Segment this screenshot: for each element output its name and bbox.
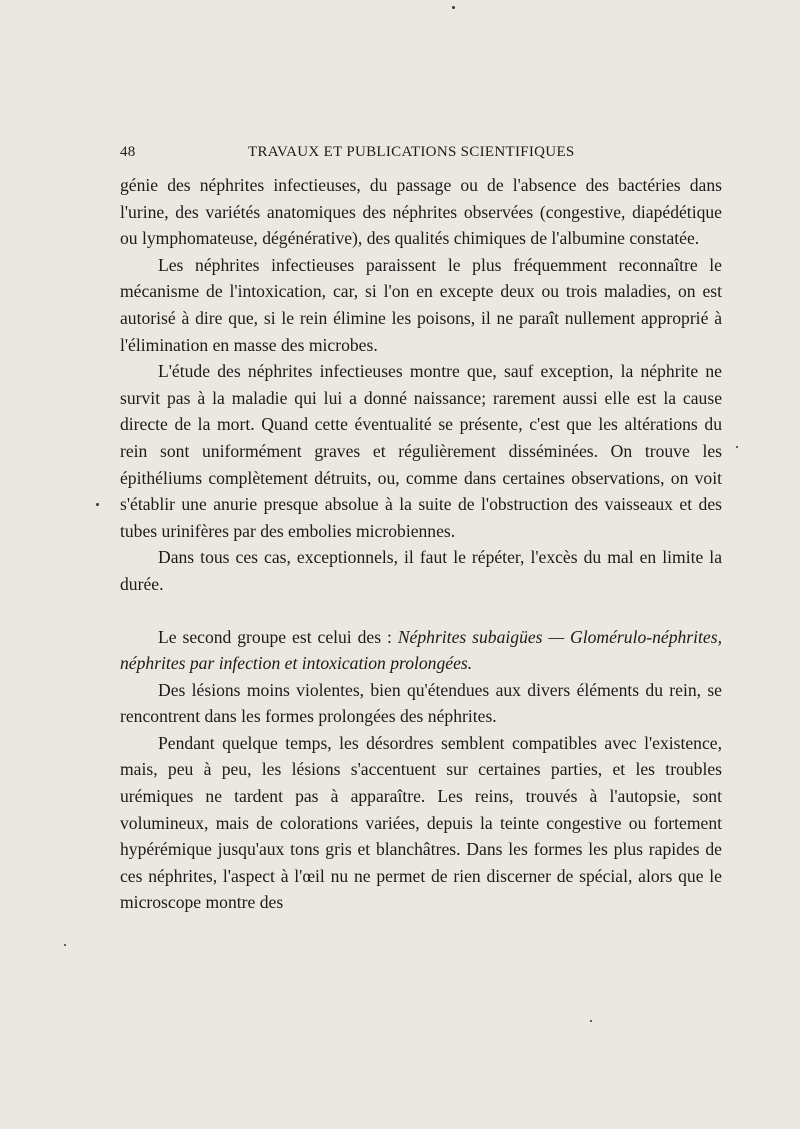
paper-speck xyxy=(590,1020,592,1022)
paragraph: Les néphrites infectieuses paraissent le plus fréquemment reconnaître le mécanisme de l'intoxication, car, si l'on en excepte deux ou trois maladies, on est autorisé à dire que, si le rein élimine les poisons, il ne paraît nullement approprié à l'élimination en masse des microbes. xyxy=(120,254,722,355)
running-title: TRAVAUX ET PUBLICATIONS SCIENTIFIQUES xyxy=(248,144,575,160)
paper-speck xyxy=(736,446,738,448)
paragraph-continuation: génie des néphrites infectieuses, du passage ou de l'absence des bactéries dans l'urine, des variétés anatomiques des néphrites observées (congestive, diapédétique ou lymphomateuse, dégénérative), des qualités chimiques de l'albumine constatée. xyxy=(120,175,722,249)
paper-speck xyxy=(96,503,99,506)
paper-speck xyxy=(452,6,455,9)
section-title-italic: Néphrites subaigües — Glomérulo-néphrites, néphrites par infection et intoxication prolongées. xyxy=(120,626,722,674)
section-intro-paragraph xyxy=(120,624,722,677)
page-number: 48 xyxy=(120,144,136,160)
paragraph: Pendant quelque temps, les désordres semblent compatibles avec l'existence, mais, peu à peu, les lésions s'accentuent sur certaines parties, et les troubles urémiques ne tardent pas à apparaître. Les reins, trouvés à l'autopsie, sont volumineux, mais de colorations variées, depuis la teinte congestive ou fortement hypérémique jusqu'aux tons gris et blanchâtres. Dans les formes les plus rapides de ces néphrites, l'aspect à l'œil nu ne permet de rien discerner de spécial, alors que le microscope montre des xyxy=(120,732,722,913)
section-intro-text: Le second groupe est celui des : xyxy=(158,626,398,647)
paragraph: Des lésions moins violentes, bien qu'étendues aux divers éléments du rein, se rencontrent dans les formes prolongées des néphrites. xyxy=(120,679,722,727)
paragraph: L'étude des néphrites infectieuses montre que, sauf exception, la néphrite ne survit pas à la maladie qui lui a donné naissance; rarement aussi elle est la cause directe de la mort. Quand cette éventualité se présente, c'est que les altérations du rein sont uniformément graves et régulièrement disséminées. On trouve les épithéliums complètement détruits, ou, comme dans certaines observations, on voit s'établir une anurie presque absolue à la suite de l'obstruction des vaisseaux et des tubes urinifères par des embolies microbiennes. xyxy=(120,361,722,541)
running-head xyxy=(120,144,720,166)
paragraph: Dans tous ces cas, exceptionnels, il faut le répéter, l'excès du mal en limite la durée. xyxy=(120,547,722,594)
paper-speck xyxy=(64,944,66,946)
body-text xyxy=(120,172,722,916)
